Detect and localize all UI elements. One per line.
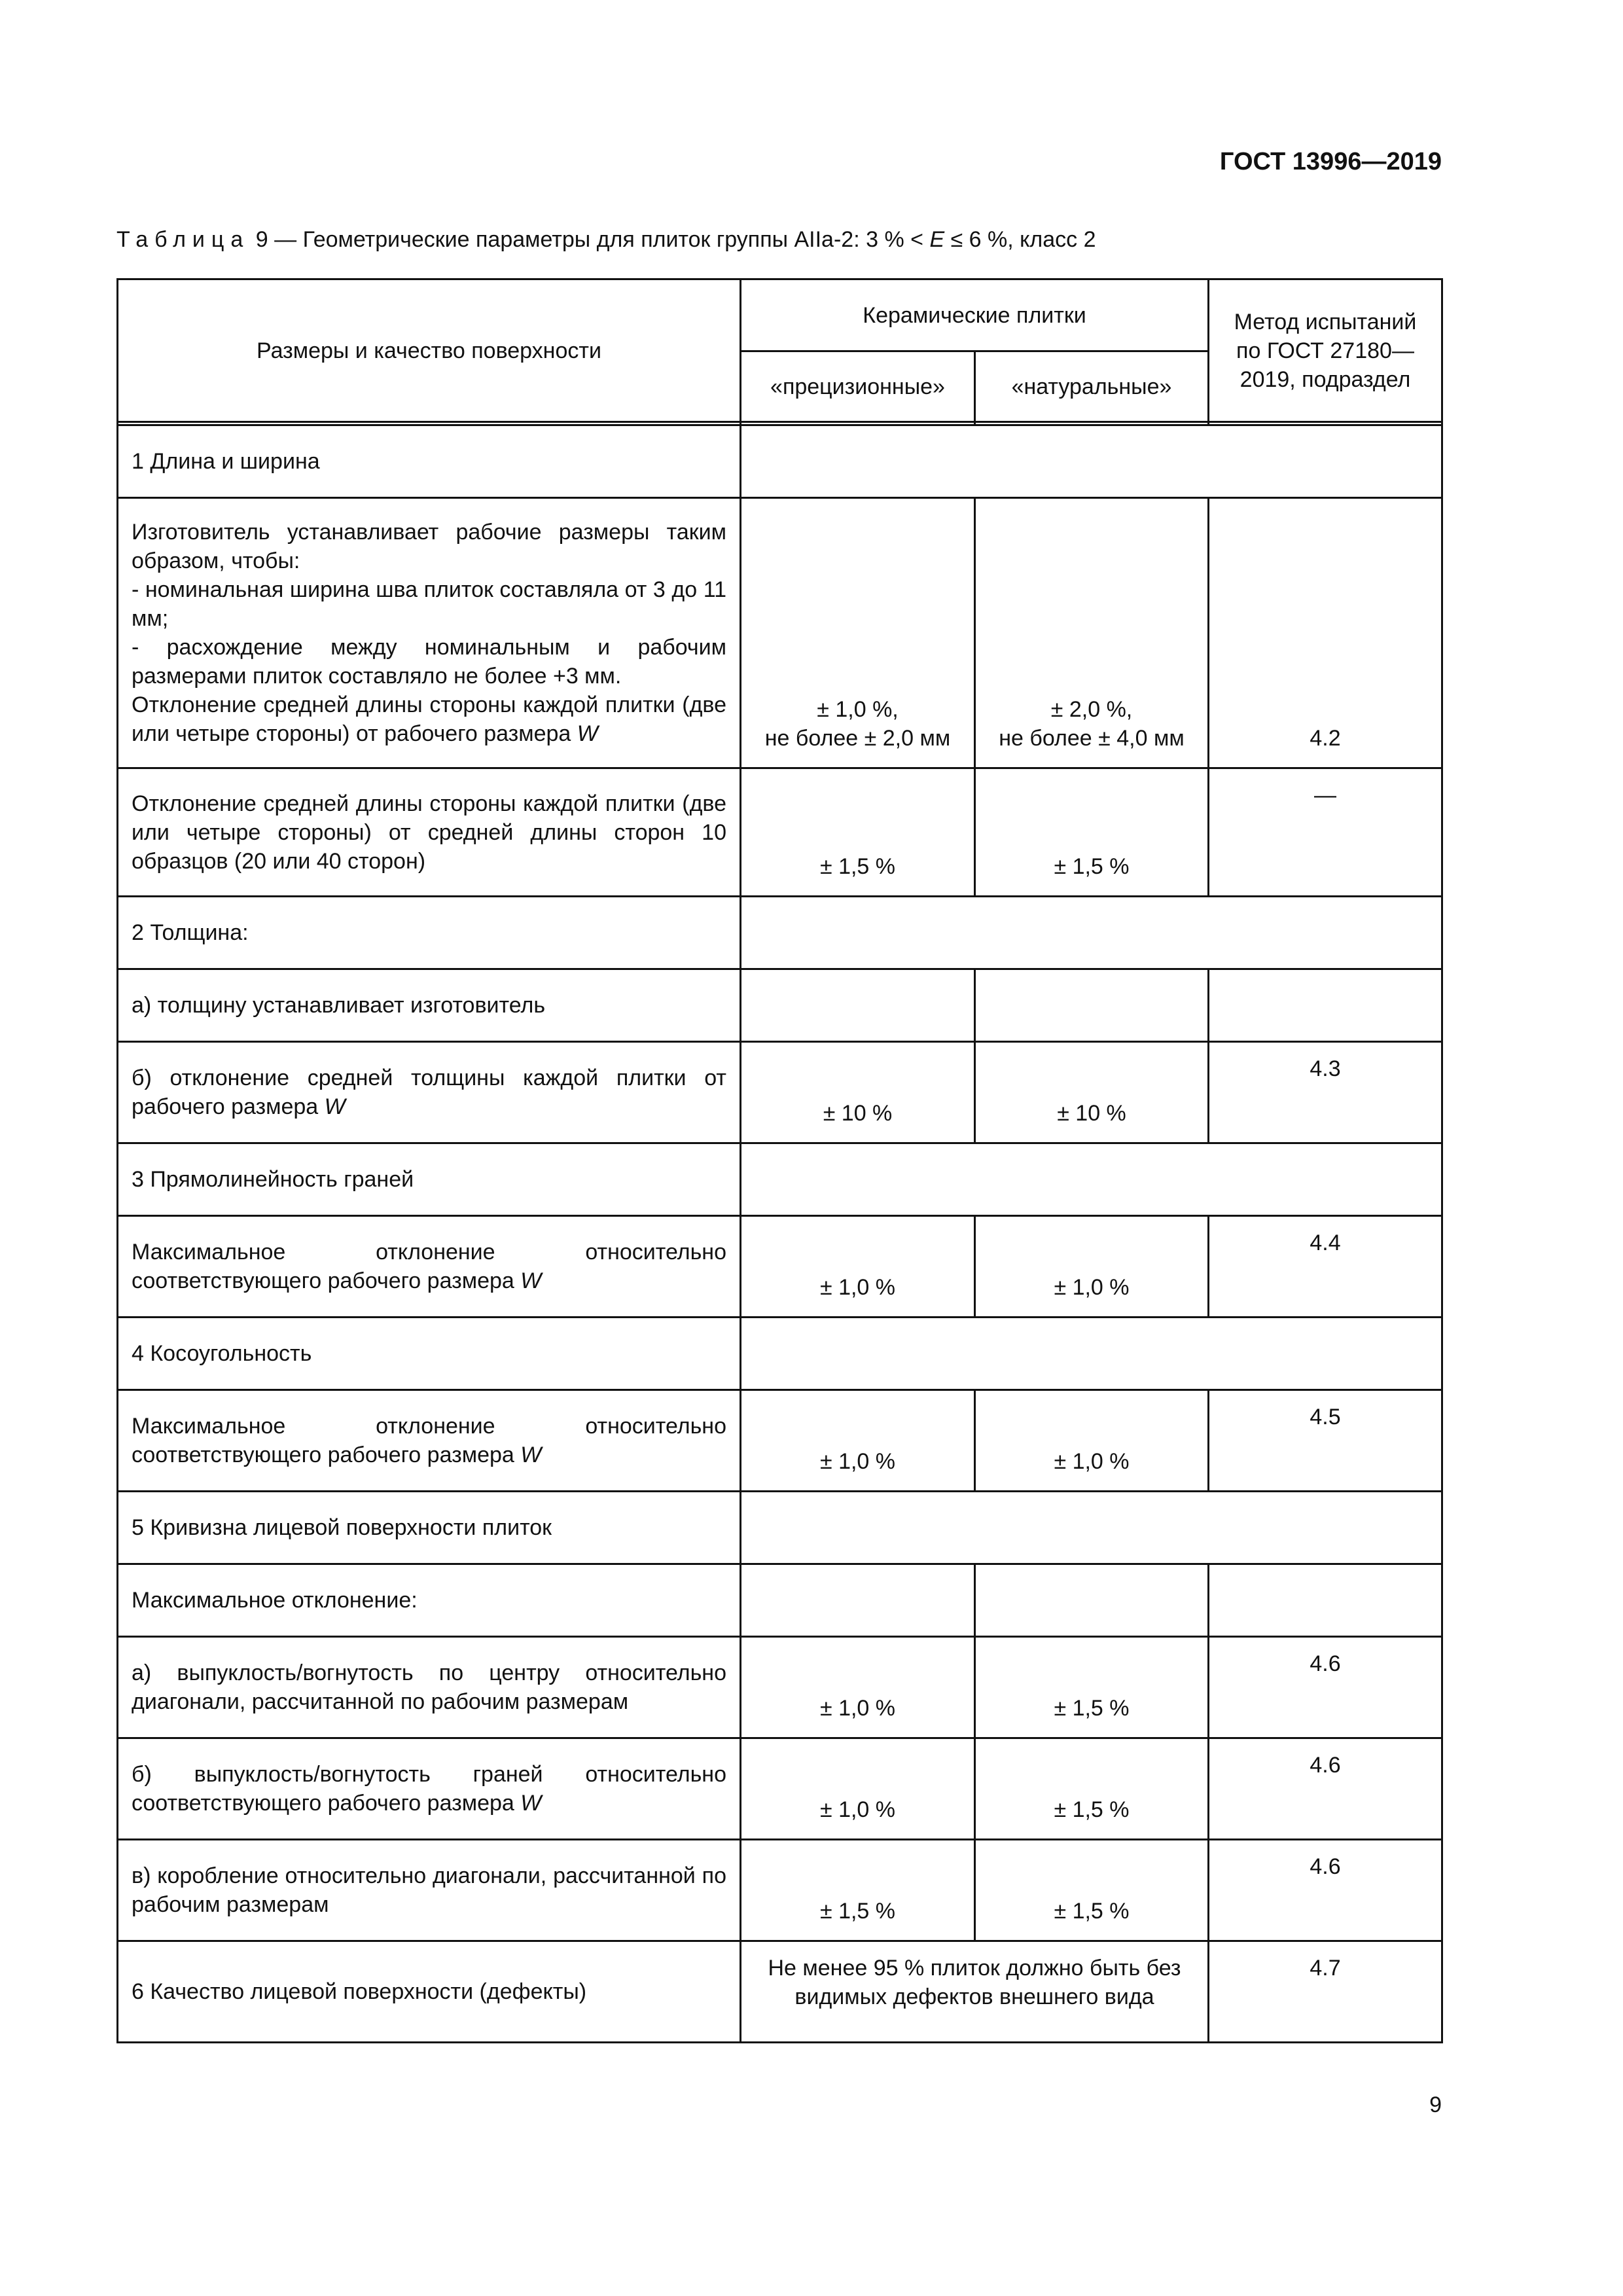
page-number: 9 — [1429, 2092, 1442, 2117]
row-description: б) выпуклость/вогнутость граней относительно соответствующего рабочего размера W — [118, 1738, 741, 1840]
row-description: 4 Косоугольность — [118, 1318, 741, 1390]
natural-value-cell: ± 1,0 % — [975, 1390, 1209, 1492]
row-description: а) толщину устанавливает изготовитель — [118, 969, 741, 1042]
precision-value-cell: ± 1,0 % — [741, 1637, 975, 1738]
caption-rest: ≤ 6 %, класс 2 — [950, 227, 1096, 252]
header-natural: «натуральные» — [975, 351, 1209, 422]
test-method-cell: 4.7 — [1209, 1941, 1442, 2043]
section-empty-cell — [741, 897, 1442, 969]
table-row — [118, 1492, 1442, 1564]
table-row — [118, 498, 1442, 768]
test-method-cell: 4.2 — [1209, 498, 1442, 768]
table-row — [118, 1143, 1442, 1216]
test-method-cell: 4.6 — [1209, 1840, 1442, 1941]
table-row — [118, 1941, 1442, 2043]
table-row — [118, 1564, 1442, 1637]
row-description: 3 Прямолинейность граней — [118, 1143, 741, 1216]
test-method-cell: 4.5 — [1209, 1390, 1442, 1492]
row-description: 2 Толщина: — [118, 897, 741, 969]
table-row — [118, 897, 1442, 969]
table-row — [118, 1318, 1442, 1390]
row-description: Максимальное отклонение: — [118, 1564, 741, 1637]
table-row — [118, 1637, 1442, 1738]
standard-number: ГОСТ 13996—2019 — [1219, 148, 1442, 175]
table-header-row — [118, 279, 1442, 351]
natural-value-cell: ± 1,5 % — [975, 1637, 1209, 1738]
section-empty-cell — [741, 1492, 1442, 1564]
natural-value-cell: ± 1,5 % — [975, 1738, 1209, 1840]
table-row — [118, 1216, 1442, 1318]
row-description: Максимальное отклонение относительно соответствующего рабочего размера W — [118, 1390, 741, 1492]
row-description: 5 Кривизна лицевой поверхности плиток — [118, 1492, 741, 1564]
precision-value-cell: ± 1,0 % — [741, 1390, 975, 1492]
table-row — [118, 1738, 1442, 1840]
table-caption — [116, 227, 1096, 253]
header-test-method: Метод испытаний по ГОСТ 27180—2019, подраздел — [1209, 279, 1442, 422]
precision-value-cell — [741, 1564, 975, 1637]
natural-value-cell: ± 1,5 % — [975, 768, 1209, 897]
test-method-cell: 4.4 — [1209, 1216, 1442, 1318]
table-row — [118, 1840, 1442, 1941]
natural-value-cell — [975, 1564, 1209, 1637]
precision-value-cell: ± 1,5 % — [741, 768, 975, 897]
precision-value-cell: ± 1,5 % — [741, 1840, 975, 1941]
test-method-cell: 4.6 — [1209, 1637, 1442, 1738]
natural-value-cell: ± 1,5 % — [975, 1840, 1209, 1941]
natural-value-cell: ± 2,0 %, не более ± 4,0 мм — [975, 498, 1209, 768]
test-method-cell: 4.3 — [1209, 1042, 1442, 1143]
test-method-cell — [1209, 1564, 1442, 1637]
table-row — [118, 425, 1442, 498]
table-row — [118, 969, 1442, 1042]
section-empty-cell — [741, 1318, 1442, 1390]
table-row — [118, 1042, 1442, 1143]
row-description: Максимальное отклонение относительно соответствующего рабочего размера W — [118, 1216, 741, 1318]
caption-text: 9 — Геометрические параметры для плиток группы AIIa-2: 3 % < — [255, 227, 923, 252]
table-row — [118, 1390, 1442, 1492]
caption-symbol: E — [929, 227, 945, 252]
test-method-cell: — — [1209, 768, 1442, 897]
header-dimensions: Размеры и качество поверхности — [118, 279, 741, 422]
precision-value-cell: ± 1,0 %, не более ± 2,0 мм — [741, 498, 975, 768]
natural-value-cell: ± 1,0 % — [975, 1216, 1209, 1318]
row-description: б) отклонение средней толщины каждой плитки от рабочего размера W — [118, 1042, 741, 1143]
row-description: в) коробление относительно диагонали, рассчитанной по рабочим размерам — [118, 1840, 741, 1941]
precision-value-cell: ± 1,0 % — [741, 1216, 975, 1318]
caption-label: Таблица — [116, 227, 250, 252]
row-description: Изготовитель устанавливает рабочие размеры таким образом, чтобы: - номинальная ширина шва плиток составляла от 3 до 11 мм; - расхождение между номинальным и рабочим размерами плиток составляло не более +3 мм. Отклонение средней длины стороны каждой плитки (две или четыре стороны) от рабочего размера W — [118, 498, 741, 768]
precision-value-cell: ± 1,0 % — [741, 1738, 975, 1840]
header-precision: «прецизионные» — [741, 351, 975, 422]
natural-value-cell — [975, 969, 1209, 1042]
section-empty-cell — [741, 425, 1442, 498]
geometry-parameters-table — [116, 278, 1443, 2043]
precision-value-cell: ± 10 % — [741, 1042, 975, 1143]
test-method-cell — [1209, 969, 1442, 1042]
row-description: а) выпуклость/вогнутость по центру относительно диагонали, рассчитанной по рабочим размерам — [118, 1637, 741, 1738]
precision-value-cell — [741, 969, 975, 1042]
natural-value-cell: ± 10 % — [975, 1042, 1209, 1143]
table-row — [118, 768, 1442, 897]
merged-requirement-cell: Не менее 95 % плиток должно быть без видимых дефектов внешнего вида — [741, 1941, 1209, 2043]
row-description: Отклонение средней длины стороны каждой плитки (две или четыре стороны) от средней длины сторон 10 образцов (20 или 40 сторон) — [118, 768, 741, 897]
section-empty-cell — [741, 1143, 1442, 1216]
test-method-cell: 4.6 — [1209, 1738, 1442, 1840]
row-description: 1 Длина и ширина — [118, 425, 741, 498]
header-ceramic-tiles: Керамические плитки — [741, 279, 1209, 351]
row-description: 6 Качество лицевой поверхности (дефекты) — [118, 1941, 741, 2043]
